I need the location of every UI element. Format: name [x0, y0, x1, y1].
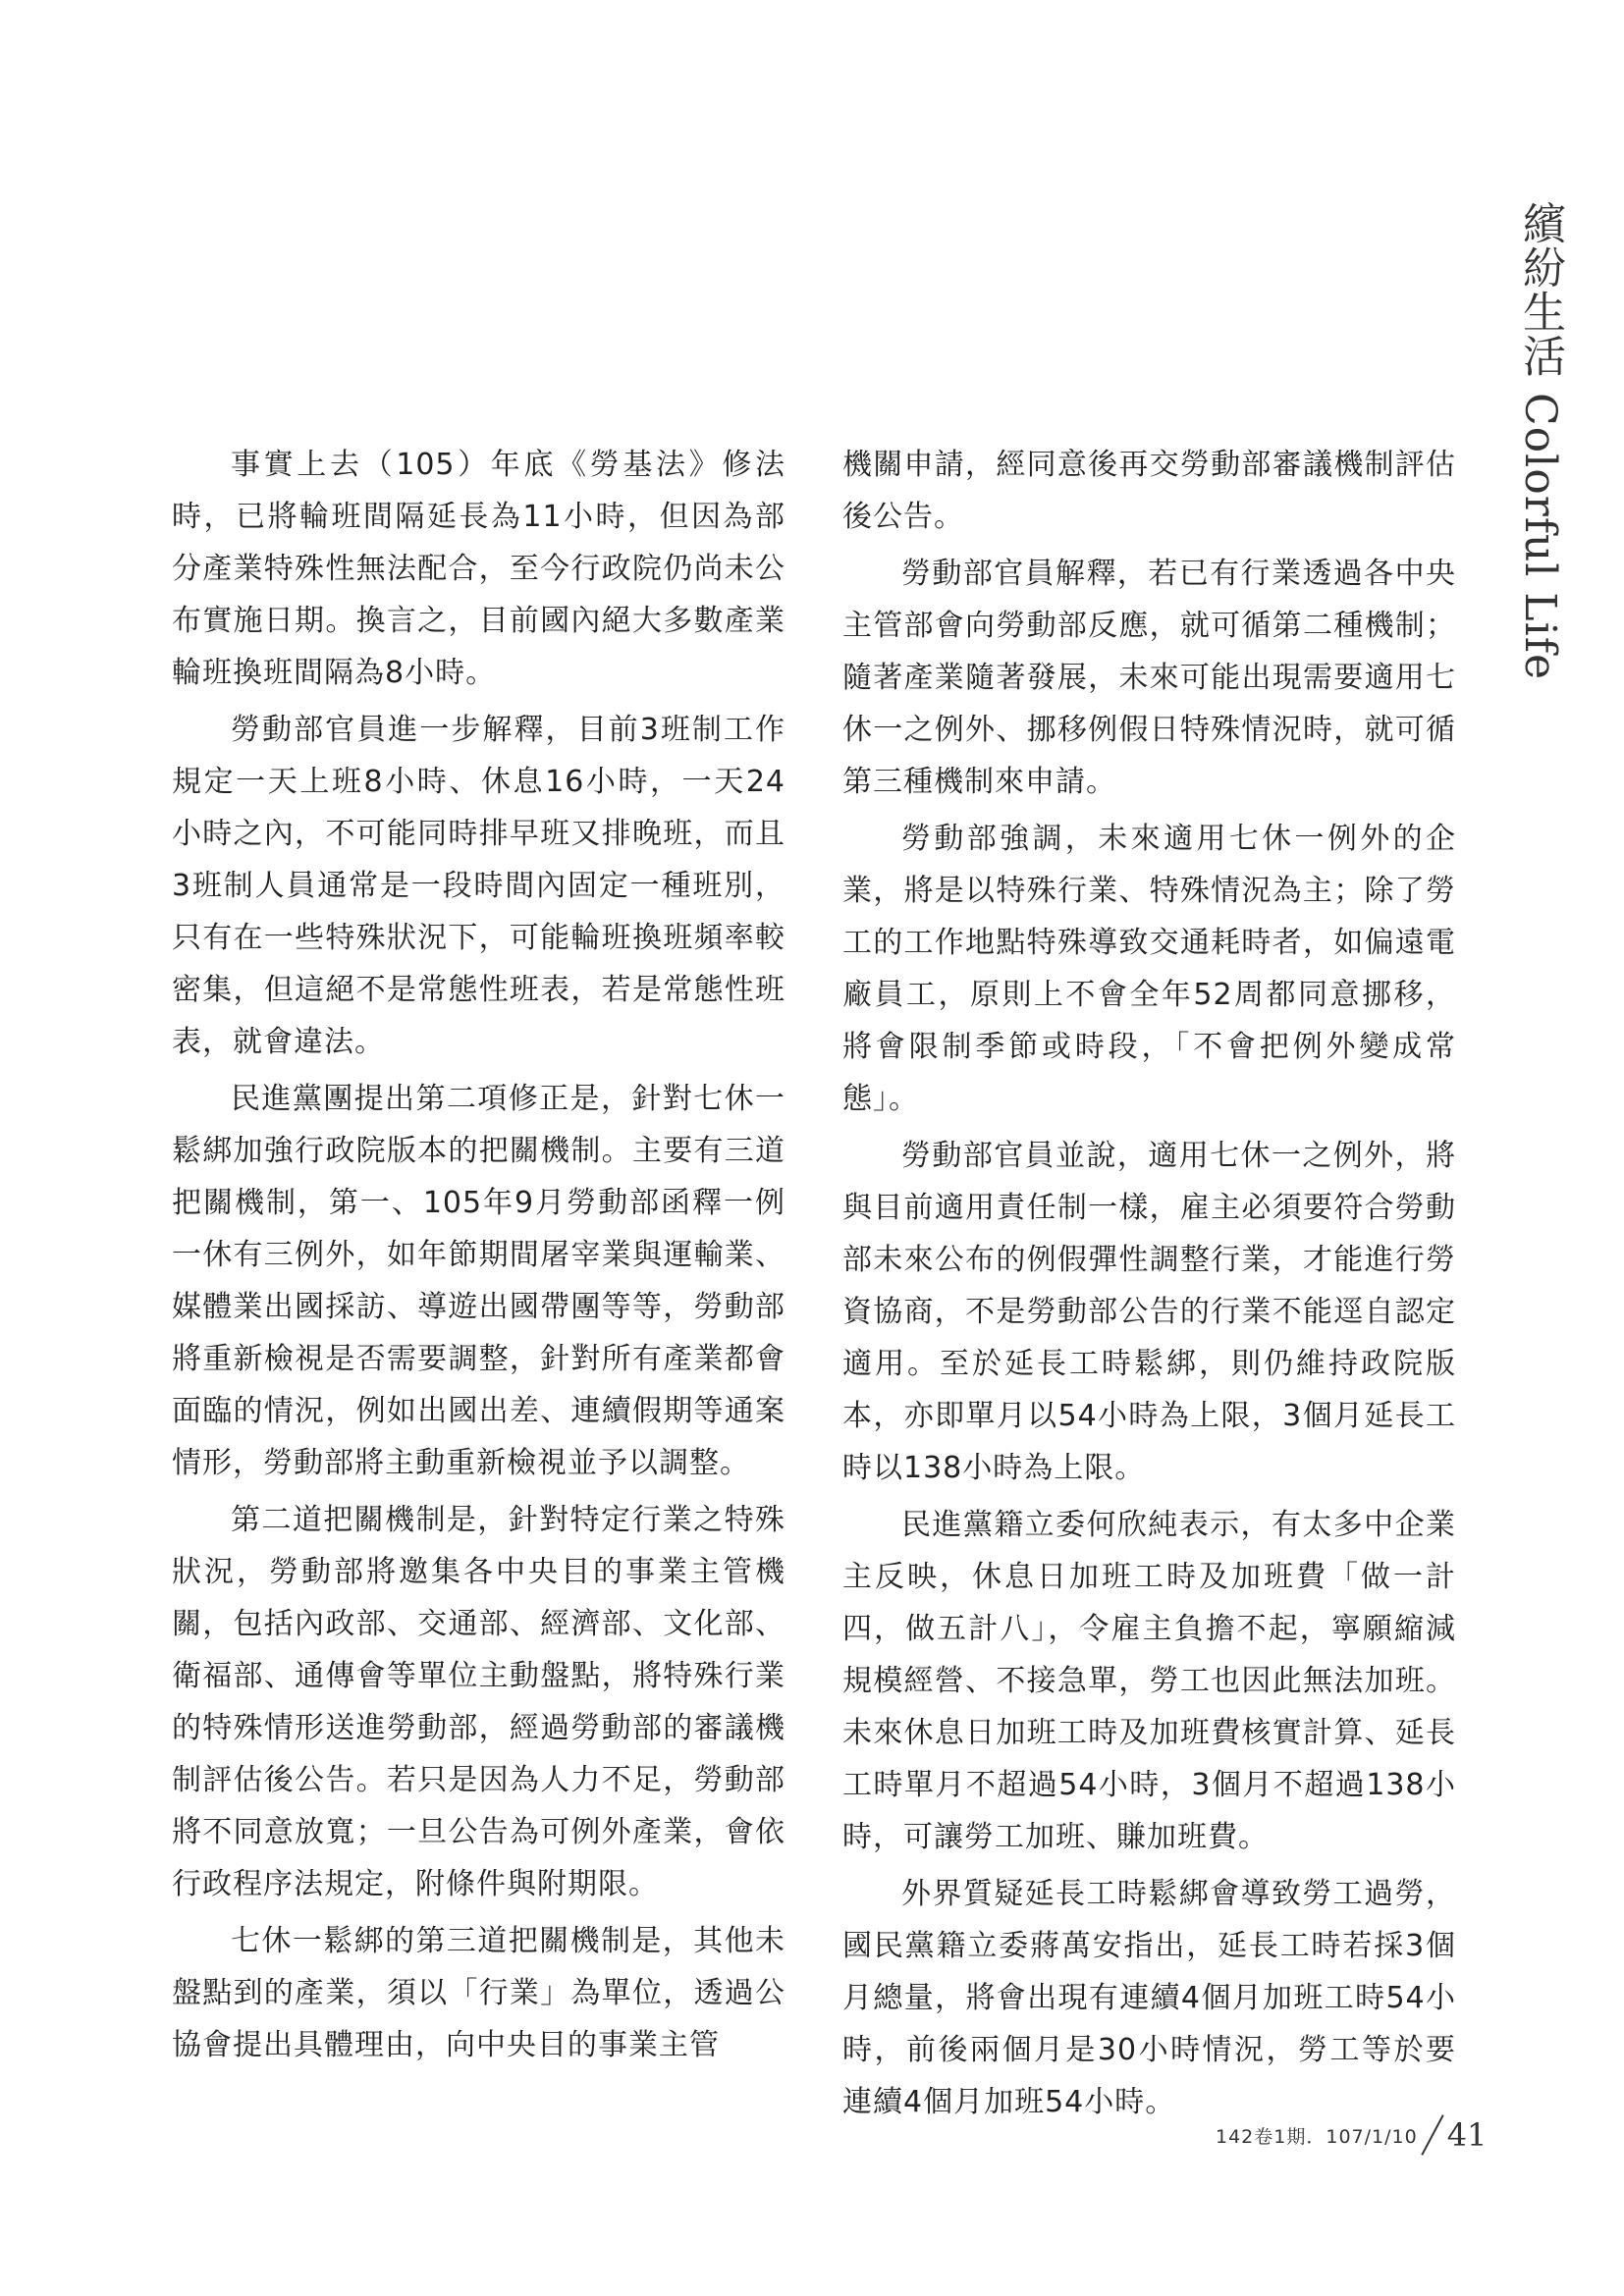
paragraph: 外界質疑延長工時鬆綁會導致勞工過勞，國民黨籍立委蔣萬安指出，延長工時若採3個月總量，將會出現有連續4個月加班工時54小時，前後兩個月是30小時情況，勞工等於要連續4個月加班54小時。: [842, 1877, 1456, 2119]
paragraph: 機關申請，經同意後再交勞動部審議機制評估後公告。: [842, 448, 1456, 534]
page-number: 41: [1446, 2116, 1488, 2154]
page-footer: [1216, 2110, 1487, 2160]
issue-info: 142卷1期．107/1/10: [1216, 2125, 1418, 2148]
right-column: [842, 439, 1456, 2133]
paragraph: 七休一鬆綁的第三道把關機制是，其他未盤點到的產業，須以「行業」為單位，透過公協會提出具體理由，向中央目的事業主管: [172, 1924, 785, 2062]
paragraph: 民進黨團提出第二項修正是，針對七休一鬆綁加強行政院版本的把關機制。主要有三道把關機制，第一、105年9月勞動部函釋一例一休有三例外，如年節期間屠宰業與運輸業、媒體業出國採訪、導遊出國帶團等等，勞動部將重新檢視是否需要調整，針對所有產業都會面臨的情況，例如出國出差、連續假期等通案情形，勞動部將主動重新檢視並予以調整。: [172, 1082, 785, 1480]
footer-divider: [1421, 2114, 1443, 2156]
paragraph: 勞動部強調，未來適用七休一例外的企業，將是以特殊行業、特殊情況為主；除了勞工的工作地點特殊導致交通耗時者，如偏遠電廠員工，原則上不會全年52周都同意挪移，將會限制季節或時段，「不會把例外變成常態」。: [842, 822, 1456, 1116]
section-title: 繽紛生活 Colorful Life: [1515, 201, 1565, 681]
paragraph: 事實上去（105）年底《勞基法》修法時，已將輪班間隔延長為11小時，但因為部分產業特殊性無法配合，至今行政院仍尚未公布實施日期。換言之，目前國內絕大多數產業輪班換班間隔為8小時。: [172, 448, 785, 690]
left-column: [172, 439, 785, 2076]
paragraph: 勞動部官員解釋，若已有行業透過各中央主管部會向勞動部反應，就可循第二種機制；隨著產業隨著發展，未來可能出現需要適用七休一之例外、挪移例假日特殊情況時，就可循第三種機制來申請。: [842, 557, 1456, 799]
paragraph: 勞動部官員進一步解釋，目前3班制工作規定一天上班8小時、休息16小時，一天24小時之內，不可能同時排早班又排晚班，而且3班制人員通常是一段時間內固定一種班別，只有在一些特殊狀況下，可能輪班換班頻率較密集，但這絕不是常態性班表，若是常態性班表，就會違法。: [172, 713, 785, 1059]
paragraph: 第二道把關機制是，針對特定行業之特殊狀況，勞動部將邀集各中央目的事業主管機關，包括內政部、交通部、經濟部、文化部、衛福部、通傳會等單位主動盤點，將特殊行業的特殊情形送進勞動部，經過勞動部的審議機制評估後公告。若只是因為人力不足，勞動部將不同意放寬；一旦公告為可例外產業，會依行政程序法規定，附條件與附期限。: [172, 1503, 785, 1901]
paragraph: 民進黨籍立委何欣純表示，有太多中企業主反映，休息日加班工時及加班費「做一計四，做五計八」，令雇主負擔不起，寧願縮減規模經營、不接急單，勞工也因此無法加班。未來休息日加班工時及加班費核實計算、延長工時單月不超過54小時，3個月不超過138小時，可讓勞工加班、賺加班費。: [842, 1508, 1456, 1854]
paragraph: 勞動部官員並說，適用七休一之例外，將與目前適用責任制一樣，雇主必須要符合勞動部未來公布的例假彈性調整行業，才能進行勞資協商，不是勞動部公告的行業不能逕自認定適用。至於延長工時鬆綁，則仍維持政院版本，亦即單月以54小時為上限，3個月延長工時以138小時為上限。: [842, 1139, 1456, 1485]
